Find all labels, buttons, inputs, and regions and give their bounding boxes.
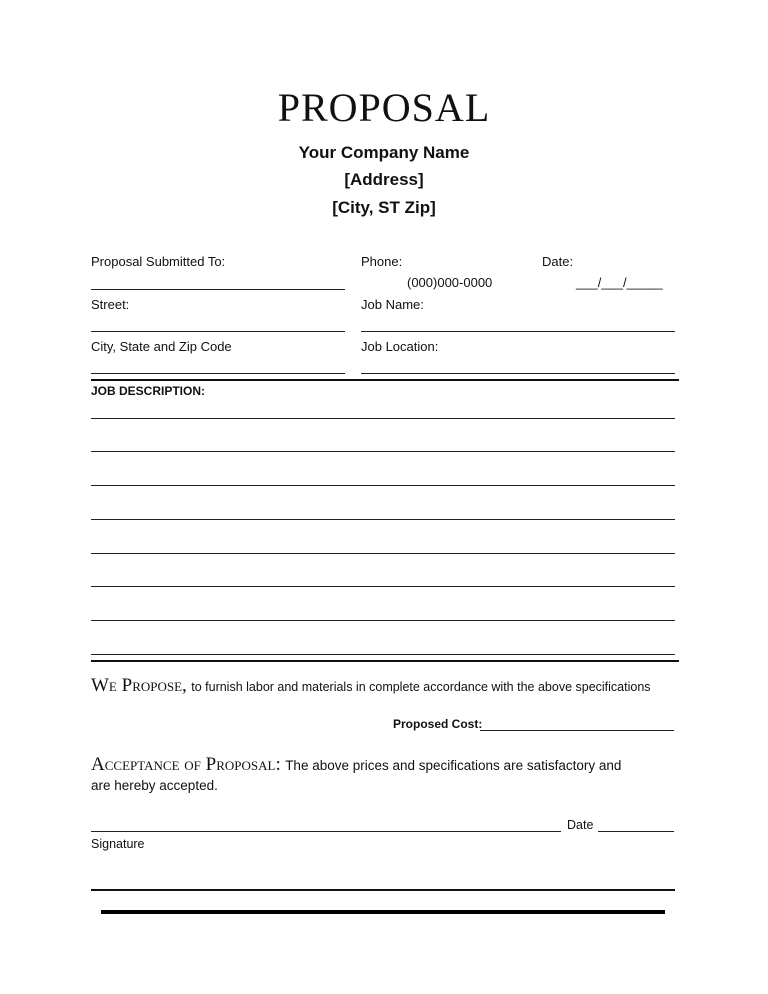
job-description-line[interactable] bbox=[91, 485, 675, 486]
job-name-label: Job Name: bbox=[361, 297, 424, 312]
footer-rule bbox=[101, 910, 665, 914]
job-location-label: Job Location: bbox=[361, 339, 439, 354]
city-state-zip-field[interactable] bbox=[91, 373, 345, 374]
page-title: PROPOSAL bbox=[277, 85, 491, 130]
acceptance-text: The above prices and specifications are satisfactory and bbox=[285, 758, 622, 773]
submitted-to-label: Proposal Submitted To: bbox=[91, 254, 226, 269]
street-field[interactable] bbox=[91, 331, 345, 332]
acceptance-text-continued: are hereby accepted. bbox=[91, 778, 218, 793]
date-label: Date bbox=[567, 818, 594, 832]
street-label: Street: bbox=[91, 297, 130, 312]
signature-line[interactable] bbox=[91, 889, 675, 891]
job-description-line[interactable] bbox=[91, 620, 675, 621]
job-description-line[interactable] bbox=[91, 586, 675, 587]
date-value: ___/___/_____ bbox=[576, 275, 663, 290]
propose-heading: We Propose, bbox=[91, 675, 187, 696]
acceptance-heading: Acceptance of Proposal: bbox=[91, 754, 281, 775]
company-name: Your Company Name bbox=[298, 143, 470, 162]
signature-label: Signature bbox=[91, 837, 145, 851]
phone-label: Phone: bbox=[361, 254, 403, 269]
phone-value: (000)000-0000 bbox=[407, 275, 493, 290]
job-description-line[interactable] bbox=[91, 519, 675, 520]
proposed-cost-label: Proposed Cost: bbox=[393, 717, 483, 731]
job-location-field[interactable] bbox=[361, 373, 675, 374]
section-divider bbox=[91, 660, 679, 662]
city-state-zip-label: City, State and Zip Code bbox=[91, 339, 232, 354]
acceptance-date-field[interactable] bbox=[598, 831, 674, 832]
signature-field[interactable] bbox=[91, 831, 561, 832]
propose-text: to furnish labor and materials in complete accordance with the above specifications bbox=[191, 680, 651, 694]
propose-statement bbox=[91, 675, 651, 697]
section-divider bbox=[91, 379, 679, 381]
proposed-cost-field[interactable] bbox=[480, 730, 674, 731]
job-description-heading: JOB DESCRIPTION: bbox=[91, 384, 206, 398]
job-description-line[interactable] bbox=[91, 451, 675, 452]
job-name-field[interactable] bbox=[361, 331, 675, 332]
job-description-line[interactable] bbox=[91, 418, 675, 419]
date-label: Date: bbox=[542, 254, 574, 269]
submitted-to-field[interactable] bbox=[91, 289, 345, 290]
acceptance-statement bbox=[91, 754, 621, 776]
job-description-line[interactable] bbox=[91, 553, 675, 554]
job-description-line[interactable] bbox=[91, 654, 675, 655]
company-address: [Address] bbox=[344, 170, 424, 189]
company-city-state-zip: [City, ST Zip] bbox=[332, 198, 436, 217]
